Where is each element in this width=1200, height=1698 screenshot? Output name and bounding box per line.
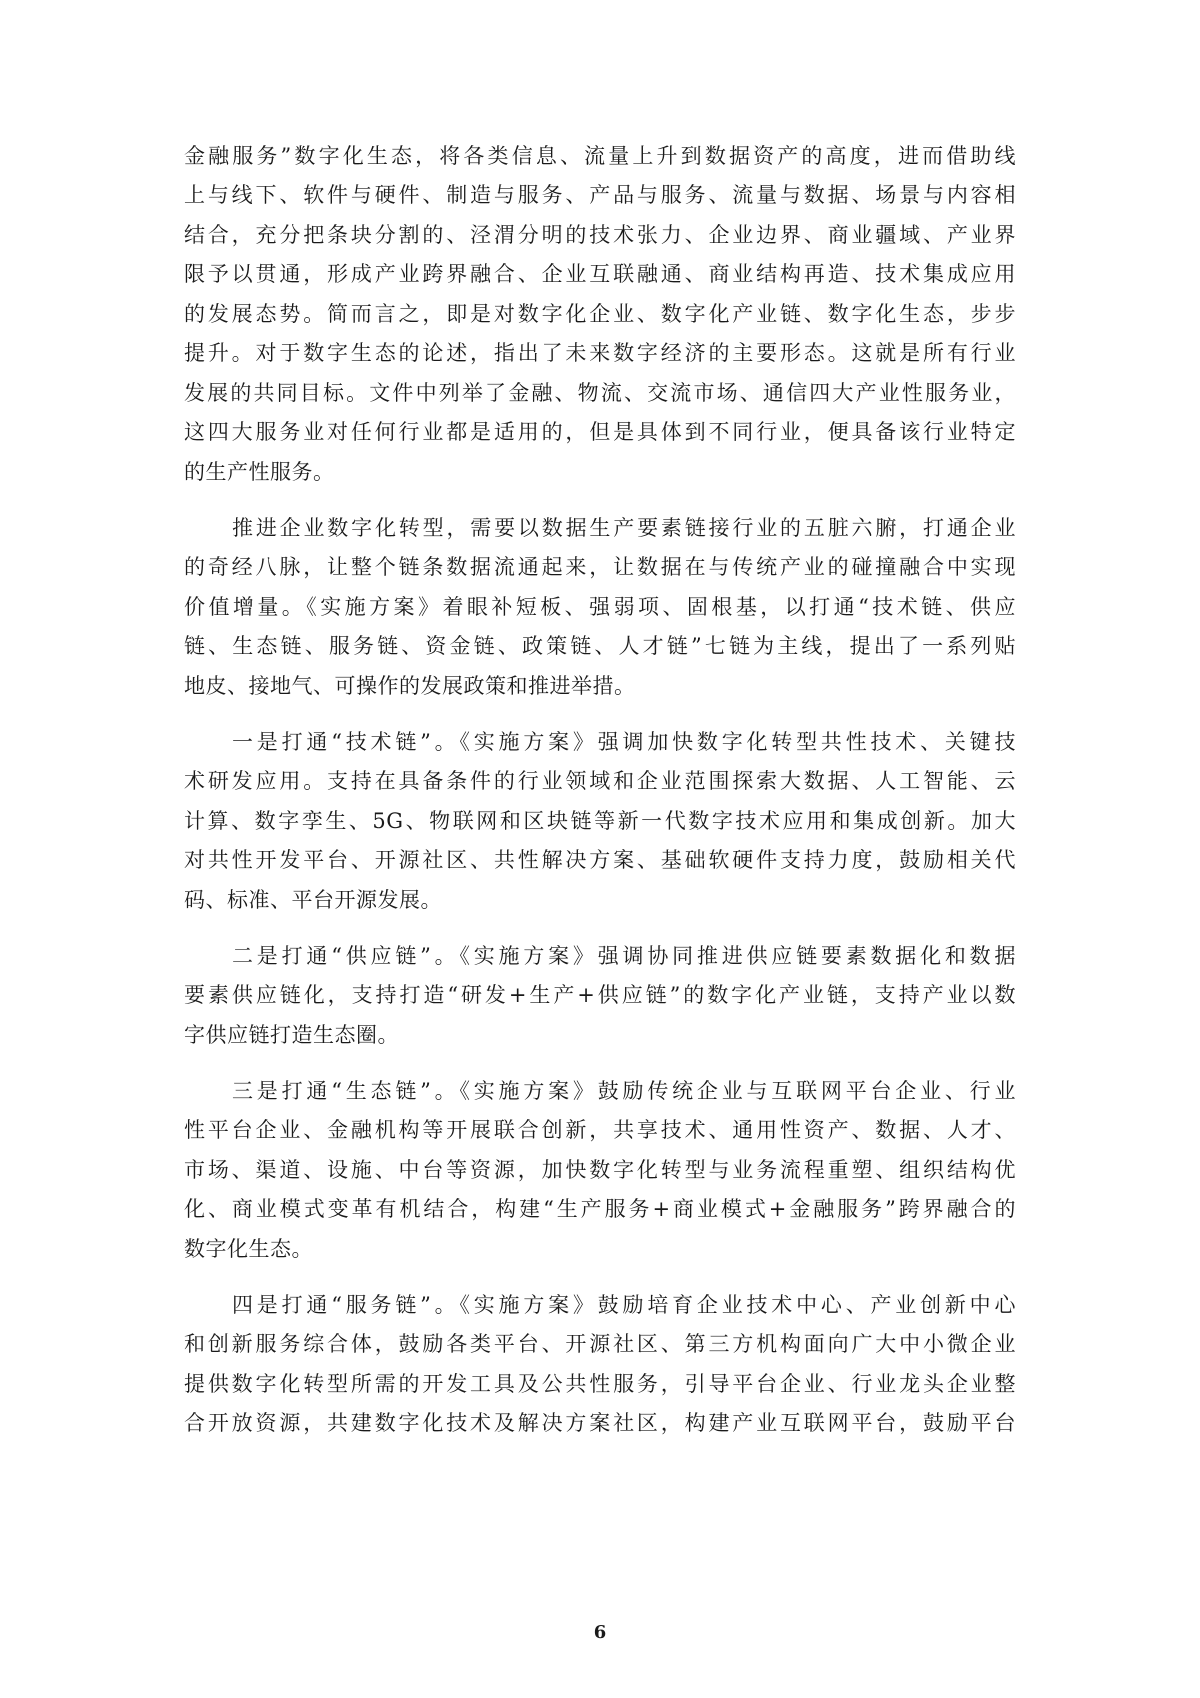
- text-line: 合开放资源，共建数字化技术及解决方案社区，构建产业互联网平台，鼓励平台: [184, 1411, 1016, 1435]
- text-line: 提供数字化转型所需的开发工具及公共性服务，引导平台企业、行业龙头企业整: [184, 1372, 1016, 1396]
- text-line: 推进企业数字化转型，需要以数据生产要素链接行业的五脏六腑，打通企业: [232, 516, 1016, 540]
- text-line: 的奇经八脉，让整个链条数据流通起来，让数据在与传统产业的碰撞融合中实现: [184, 555, 1016, 579]
- text-line: 要素供应链化，支持打造“研发+生产+供应链”的数字化产业链，支持产业以数: [184, 983, 1016, 1007]
- text-line: 的发展态势。简而言之，即是对数字化企业、数字化产业链、数字化生态，步步: [184, 302, 1016, 326]
- text-line: 码、标准、平台开源发展。: [184, 888, 442, 912]
- text-line: 四是打通“服务链”。《实施方案》鼓励培育企业技术中心、产业创新中心: [232, 1293, 1016, 1317]
- text-line: 性平台企业、金融机构等开展联合创新，共享技术、通用性资产、数据、人才、: [184, 1118, 1016, 1142]
- text-line: 限予以贯通，形成产业跨界融合、企业互联融通、商业结构再造、技术集成应用: [184, 262, 1016, 286]
- text-line: 对共性开发平台、开源社区、共性解决方案、基础软硬件支持力度，鼓励相关代: [184, 848, 1016, 872]
- text-line: 一是打通“技术链”。《实施方案》强调加快数字化转型共性技术、关键技: [232, 730, 1016, 754]
- text-line: 提升。对于数字生态的论述，指出了未来数字经济的主要形态。这就是所有行业: [184, 341, 1016, 365]
- text-line: 计算、数字孪生、5G、物联网和区块链等新一代数字技术应用和集成创新。加大: [184, 809, 1016, 833]
- text-line: 地皮、接地气、可操作的发展政策和推进举措。: [184, 674, 636, 698]
- text-line: 结合，充分把条块分割的、泾渭分明的技术张力、企业边界、商业疆域、产业界: [184, 223, 1016, 247]
- text-line: 和创新服务综合体，鼓励各类平台、开源社区、第三方机构面向广大中小微企业: [184, 1332, 1016, 1356]
- text-line: 数字化生态。: [184, 1237, 313, 1261]
- text-line: 价值增量。《实施方案》着眼补短板、强弱项、固根基，以打通“技术链、供应: [184, 595, 1016, 619]
- text-line: 链、生态链、服务链、资金链、政策链、人才链”七链为主线，提出了一系列贴: [184, 634, 1016, 658]
- text-line: 二是打通“供应链”。《实施方案》强调协同推进供应链要素数据化和数据: [232, 944, 1016, 968]
- text-line: 金融服务”数字化生态，将各类信息、流量上升到数据资产的高度，进而借助线: [184, 144, 1016, 168]
- text-line: 字供应链打造生态圈。: [184, 1023, 399, 1047]
- text-line: 发展的共同目标。文件中列举了金融、物流、交流市场、通信四大产业性服务业，: [184, 381, 1016, 405]
- text-line: 的生产性服务。: [184, 460, 335, 484]
- text-line: 三是打通“生态链”。《实施方案》鼓励传统企业与互联网平台企业、行业: [232, 1079, 1016, 1103]
- page-number: 6: [593, 1622, 607, 1643]
- text-line: 上与线下、软件与硬件、制造与服务、产品与服务、流量与数据、场景与内容相: [184, 183, 1016, 207]
- text-line: 术研发应用。支持在具备条件的行业领域和企业范围探索大数据、人工智能、云: [184, 769, 1016, 793]
- text-line: 化、商业模式变革有机结合，构建“生产服务+商业模式+金融服务”跨界融合的: [184, 1197, 1016, 1221]
- text-line: 市场、渠道、设施、中台等资源，加快数字化转型与业务流程重塑、组织结构优: [184, 1158, 1016, 1182]
- text-line: 这四大服务业对任何行业都是适用的，但是具体到不同行业，便具备该行业特定: [184, 420, 1016, 444]
